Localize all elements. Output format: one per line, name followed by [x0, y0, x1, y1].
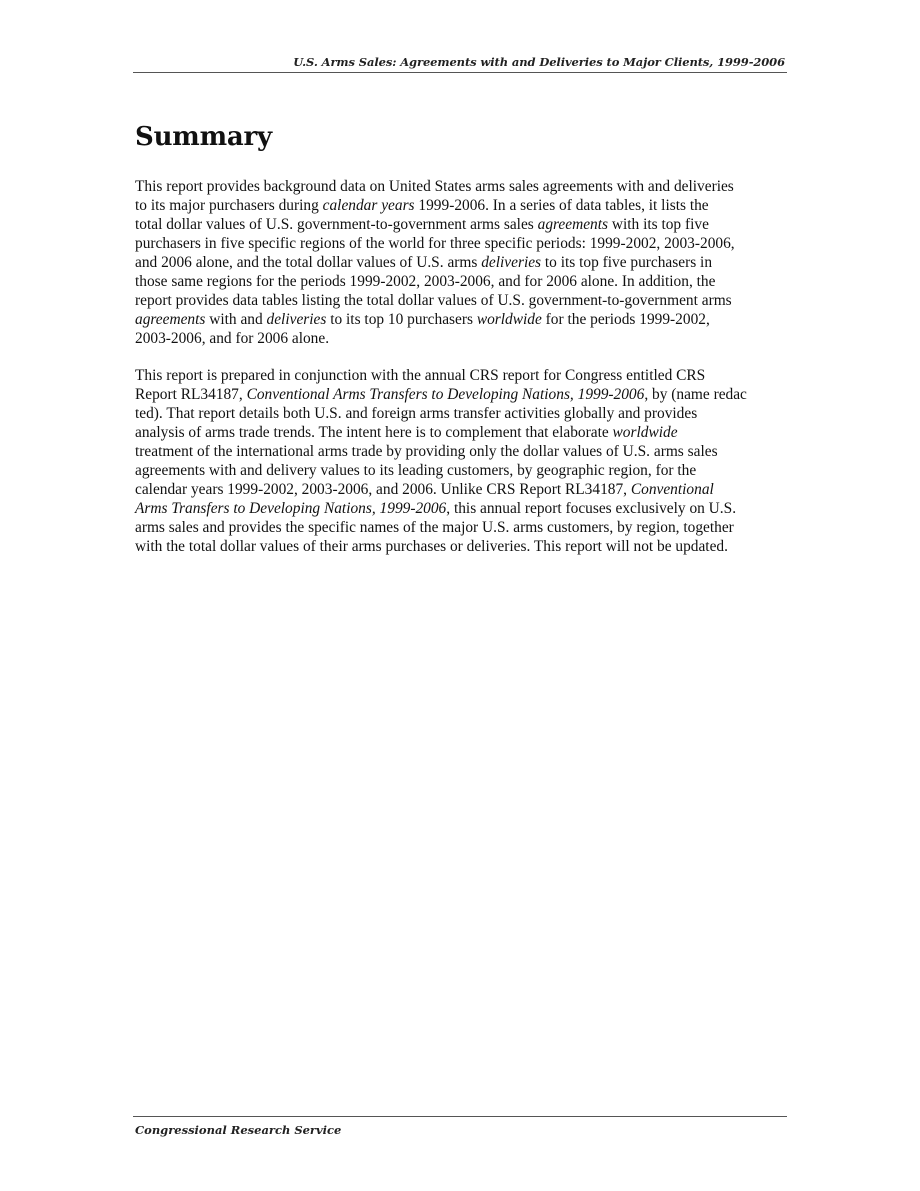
- page-footer: [133, 1116, 787, 1137]
- text-line: agreements with and deliveries to its top 10 purchasers worldwide for the periods 1999-2002,: [135, 311, 710, 328]
- text-line: ted). That report details both U.S. and foreign arms transfer activities globally and provides: [135, 405, 698, 422]
- running-title: U.S. Arms Sales: Agreements with and Deliveries to Major Clients, 1999-2006: [293, 55, 785, 69]
- text-line: calendar years 1999-2002, 2003-2006, and 2006. Unlike CRS Report RL34187, Conventional: [135, 481, 714, 498]
- text-line: and 2006 alone, and the total dollar values of U.S. arms deliveries to its top five purchasers in: [135, 254, 713, 271]
- text-line: with the total dollar values of their arms purchases or deliveries. This report will not be updated.: [135, 538, 728, 555]
- page-header: [133, 55, 787, 73]
- footer-org-name: Congressional Research Service: [135, 1123, 342, 1137]
- text-line: 2003-2006, and for 2006 alone.: [135, 330, 330, 347]
- text-line: treatment of the international arms trade by providing only the dollar values of U.S. arms sales: [135, 443, 718, 460]
- text-line: agreements with and delivery values to its leading customers, by geographic region, for the: [135, 462, 697, 479]
- text-line: This report is prepared in conjunction with the annual CRS report for Congress entitled CRS: [135, 367, 706, 384]
- summary-heading: Summary: [135, 122, 272, 152]
- text-line: Report RL34187, Conventional Arms Transfers to Developing Nations, 1999-2006, by (name redac: [135, 386, 747, 403]
- text-line: to its major purchasers during calendar years 1999-2006. In a series of data tables, it lists the: [135, 197, 709, 214]
- text-line: arms sales and provides the specific names of the major U.S. arms customers, by region, together: [135, 519, 734, 536]
- text-line: purchasers in five specific regions of the world for three specific periods: 1999-2002, 2003-2006,: [135, 235, 735, 252]
- text-line: those same regions for the periods 1999-2002, 2003-2006, and for 2006 alone. In addition, the: [135, 273, 716, 290]
- text-line: Arms Transfers to Developing Nations, 1999-2006, this annual report focuses exclusively on U.S.: [135, 500, 737, 517]
- text-line: This report provides background data on United States arms sales agreements with and deliveries: [135, 178, 734, 195]
- text-line: analysis of arms trade trends. The intent here is to complement that elaborate worldwide: [135, 424, 678, 441]
- summary-paragraph-1: [135, 177, 790, 348]
- text-line: total dollar values of U.S. government-to-government arms sales agreements with its top five: [135, 216, 709, 233]
- text-line: report provides data tables listing the total dollar values of U.S. government-to-government arms: [135, 292, 732, 309]
- summary-paragraph-2: [135, 366, 790, 556]
